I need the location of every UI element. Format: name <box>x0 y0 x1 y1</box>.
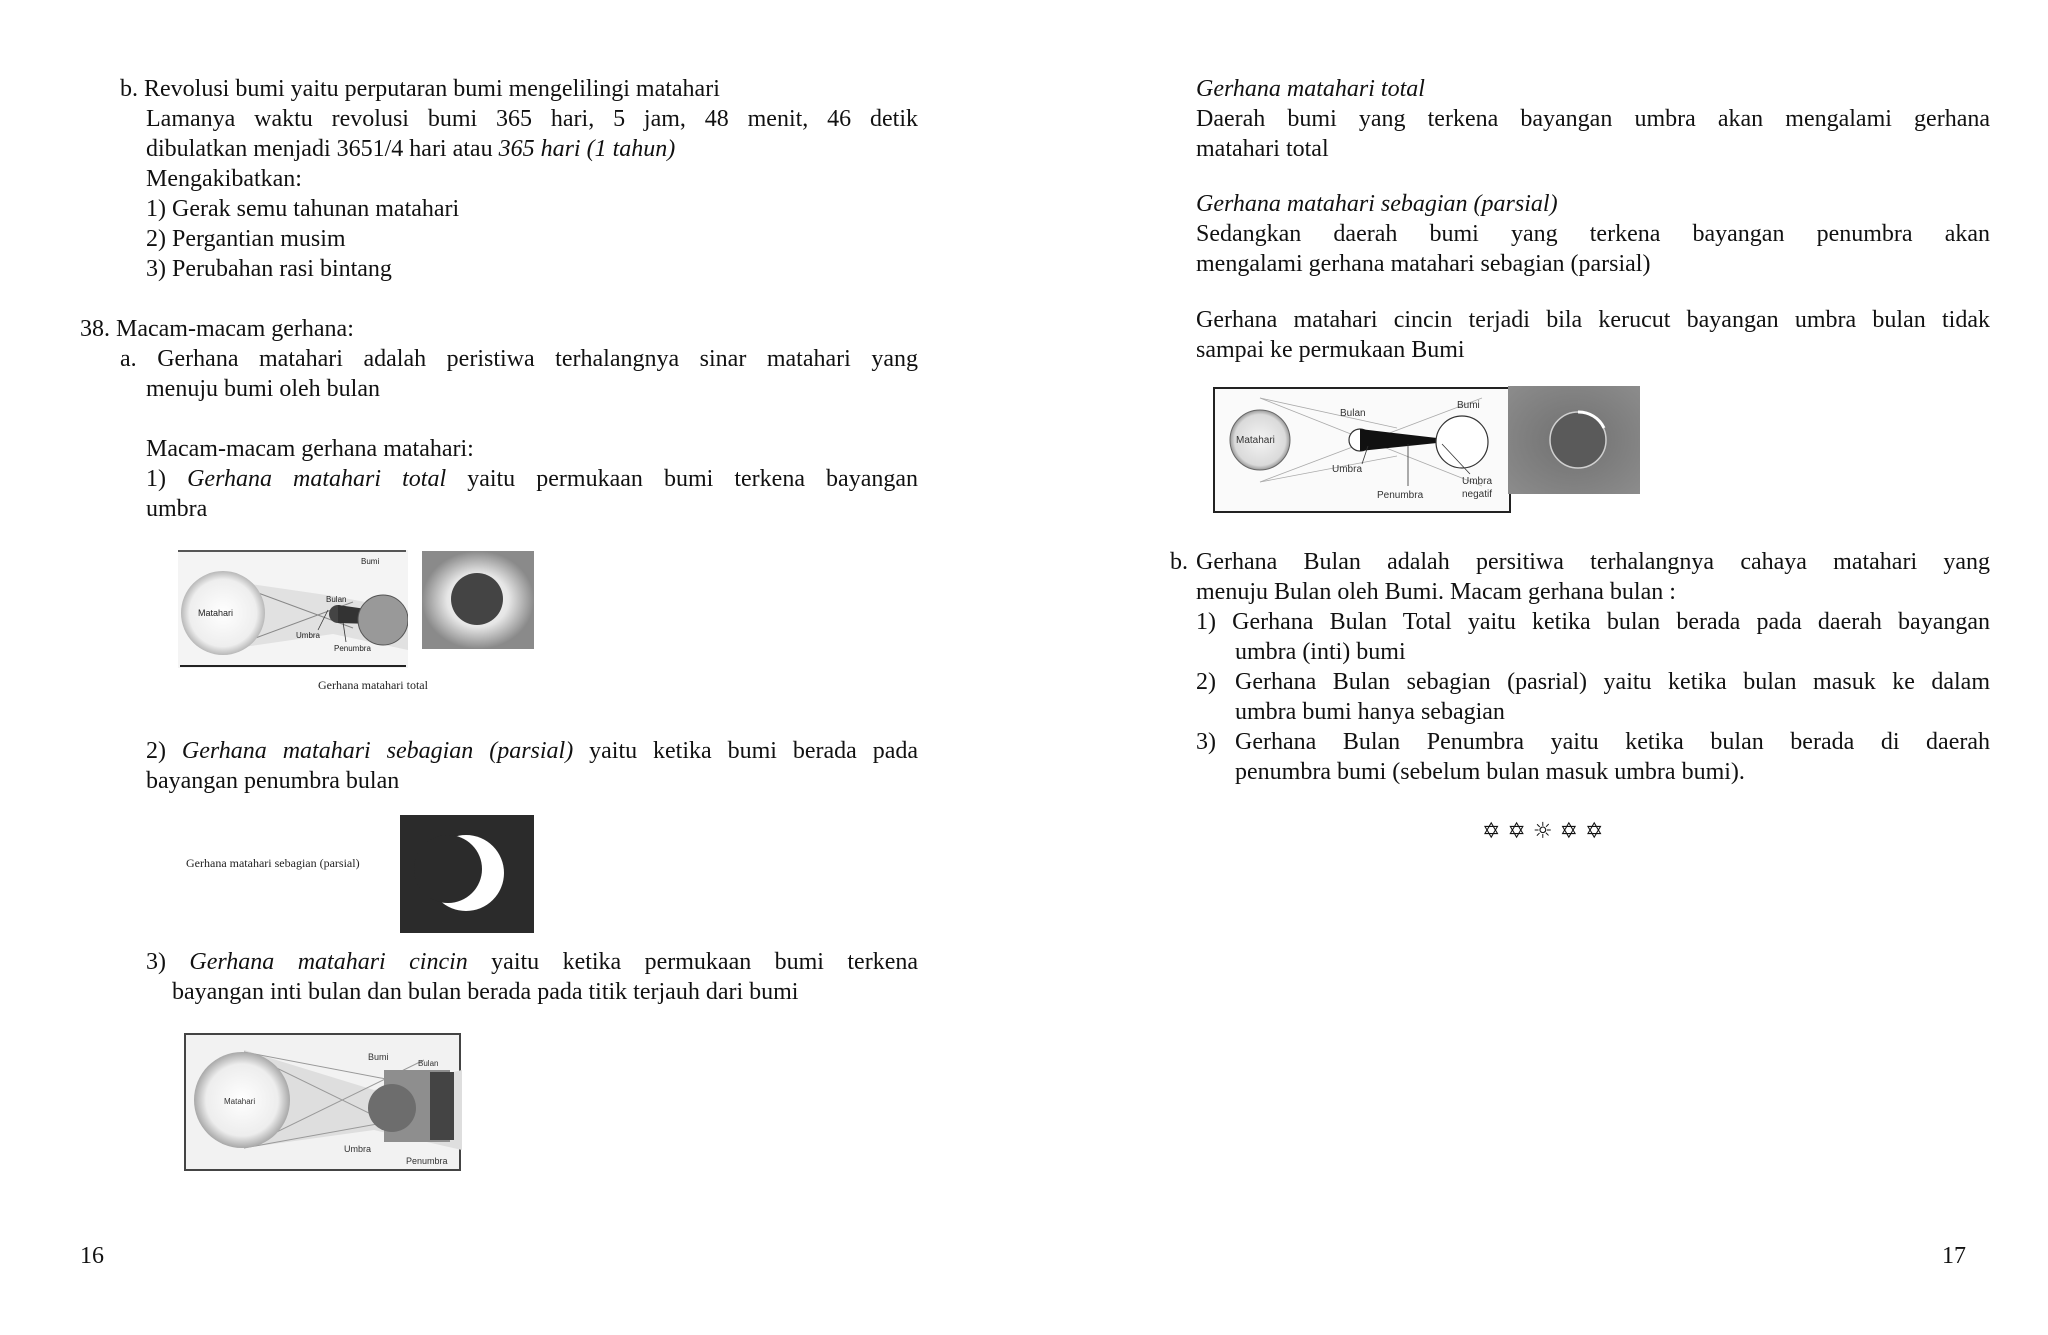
earth-shape <box>368 1084 416 1132</box>
annular-eclipse-diagram <box>184 1030 462 1174</box>
moon-shape <box>430 1072 454 1140</box>
label-umbra: Umbra <box>1332 464 1363 475</box>
annular-eclipse-text-cont: sampai ke permukaan Bumi <box>1196 337 1465 363</box>
partial-eclipse-text-cont: mengalami gerhana matahari sebagian (parsial) <box>1196 251 1651 277</box>
lunar-eclipse-item-3-num: 3) <box>1196 729 1216 755</box>
label-penumbra: Penumbra <box>406 1156 448 1166</box>
solar-eclipse-definition-cont: menuju bumi oleh bulan <box>146 376 380 402</box>
total-eclipse-text: Daerah bumi yang terkena bayangan umbra akan mengalami gerhana <box>1196 106 1990 132</box>
annular-eclipse-text: Gerhana matahari cincin terjadi bila kerucut bayangan umbra bulan tidak <box>1196 307 1990 333</box>
total-eclipse-item: 1) Gerhana matahari total yaitu permukaan bumi terkena bayangan <box>146 466 919 492</box>
revolution-heading: b. Revolusi bumi yaitu perputaran bumi mengelilingi matahari <box>120 76 720 102</box>
solar-eclipse-definition: a. Gerhana matahari adalah peristiwa terhalangnya sinar matahari yang <box>120 346 918 372</box>
total-eclipse-text-cont: matahari total <box>1196 136 1329 162</box>
total-eclipse-caption: Gerhana matahari total <box>318 678 428 692</box>
partial-eclipse-item: 2) Gerhana matahari sebagian (parsial) yaitu ketika bumi berada pada <box>146 738 919 764</box>
label-sun: Matahari <box>224 1097 256 1106</box>
annular-shadow-diagram <box>1212 386 1512 514</box>
revolution-duration: Lamanya waktu revolusi bumi 365 hari, 5 jam, 48 menit, 46 detik <box>146 106 918 132</box>
label-penumbra: Penumbra <box>1377 490 1424 501</box>
lunar-eclipse-definition: Gerhana Bulan adalah persitiwa terhalangnya cahaya matahari yang <box>1196 549 1990 575</box>
total-eclipse-diagram <box>178 550 408 670</box>
label-umbra: Umbra <box>296 631 321 640</box>
moon-shadow-shape <box>414 835 482 903</box>
lunar-eclipse-item-2-cont: umbra bumi hanya sebagian <box>1235 699 1505 725</box>
label-moon: Bulan <box>326 595 347 604</box>
page-number-right: 17 <box>1942 1243 1966 1269</box>
partial-eclipse-text: Sedangkan daerah bumi yang terkena bayangan penumbra akan <box>1196 221 1990 247</box>
label-negative-umbra-2: negatif <box>1462 489 1493 500</box>
lunar-eclipse-item-2-num: 2) <box>1196 669 1216 695</box>
annular-eclipse-photo <box>1508 386 1640 494</box>
lunar-eclipse-definition-cont: menuju Bulan oleh Bumi. Macam gerhana bulan : <box>1196 579 1676 605</box>
lunar-eclipse-item-1: 1) Gerhana Bulan Total yaitu ketika bulan berada pada daerah bayangan <box>1196 609 1990 635</box>
label-sun: Matahari <box>198 608 234 618</box>
partial-eclipse-heading: Gerhana matahari sebagian (parsial) <box>1196 191 1558 217</box>
partial-eclipse-caption: Gerhana matahari sebagian (parsial) <box>186 856 360 870</box>
page-number-left: 16 <box>80 1243 104 1269</box>
lunar-eclipse-item-1-cont: umbra (inti) bumi <box>1235 639 1406 665</box>
earth-shape <box>1436 416 1488 468</box>
label-earth: Bumi <box>1457 400 1480 411</box>
section-38-heading: 38. Macam-macam gerhana: <box>80 316 354 342</box>
label-sun: Matahari <box>1236 435 1275 446</box>
annular-eclipse-item: 3) Gerhana matahari cincin yaitu ketika permukaan bumi terkena <box>146 949 918 975</box>
total-eclipse-photo <box>422 551 534 649</box>
label-moon: Bulan <box>1340 408 1366 419</box>
revolution-rounded: dibulatkan menjadi 3651/4 hari atau 365 hari (1 tahun) <box>146 136 676 162</box>
lunar-eclipse-label: b. <box>1170 549 1188 575</box>
ornament-divider: ✡ ✡ ☼ ✡ ✡ <box>1482 819 1604 844</box>
effects-heading: Mengakibatkan: <box>146 166 302 192</box>
lunar-eclipse-item-3: Gerhana Bulan Penumbra yaitu ketika bulan berada di daerah <box>1235 729 1990 755</box>
lunar-eclipse-item-2: Gerhana Bulan sebagian (pasrial) yaitu ketika bulan masuk ke dalam <box>1235 669 1990 695</box>
partial-eclipse-item-cont: bayangan penumbra bulan <box>146 768 400 794</box>
total-eclipse-item-cont: umbra <box>146 496 208 522</box>
effect-item: 2) Pergantian musim <box>146 226 346 252</box>
lunar-eclipse-item-3-cont: penumbra bumi (sebelum bulan masuk umbra bumi). <box>1235 759 1745 785</box>
label-earth: Bumi <box>361 557 380 566</box>
total-eclipse-heading: Gerhana matahari total <box>1196 76 1425 102</box>
partial-eclipse-image <box>400 815 534 933</box>
label-moon: Bulan <box>418 1059 439 1068</box>
label-earth: Bumi <box>368 1052 389 1062</box>
label-negative-umbra: Umbra <box>1462 476 1493 487</box>
annular-eclipse-item-cont: bayangan inti bulan dan bulan berada pada titik terjauh dari bumi <box>172 979 799 1005</box>
solar-eclipse-types-heading: Macam-macam gerhana matahari: <box>146 436 474 462</box>
effect-item: 1) Gerak semu tahunan matahari <box>146 196 460 222</box>
effect-item: 3) Perubahan rasi bintang <box>146 256 392 282</box>
label-penumbra: Penumbra <box>334 644 371 653</box>
label-umbra: Umbra <box>344 1144 372 1154</box>
right-page <box>1024 0 2048 1335</box>
